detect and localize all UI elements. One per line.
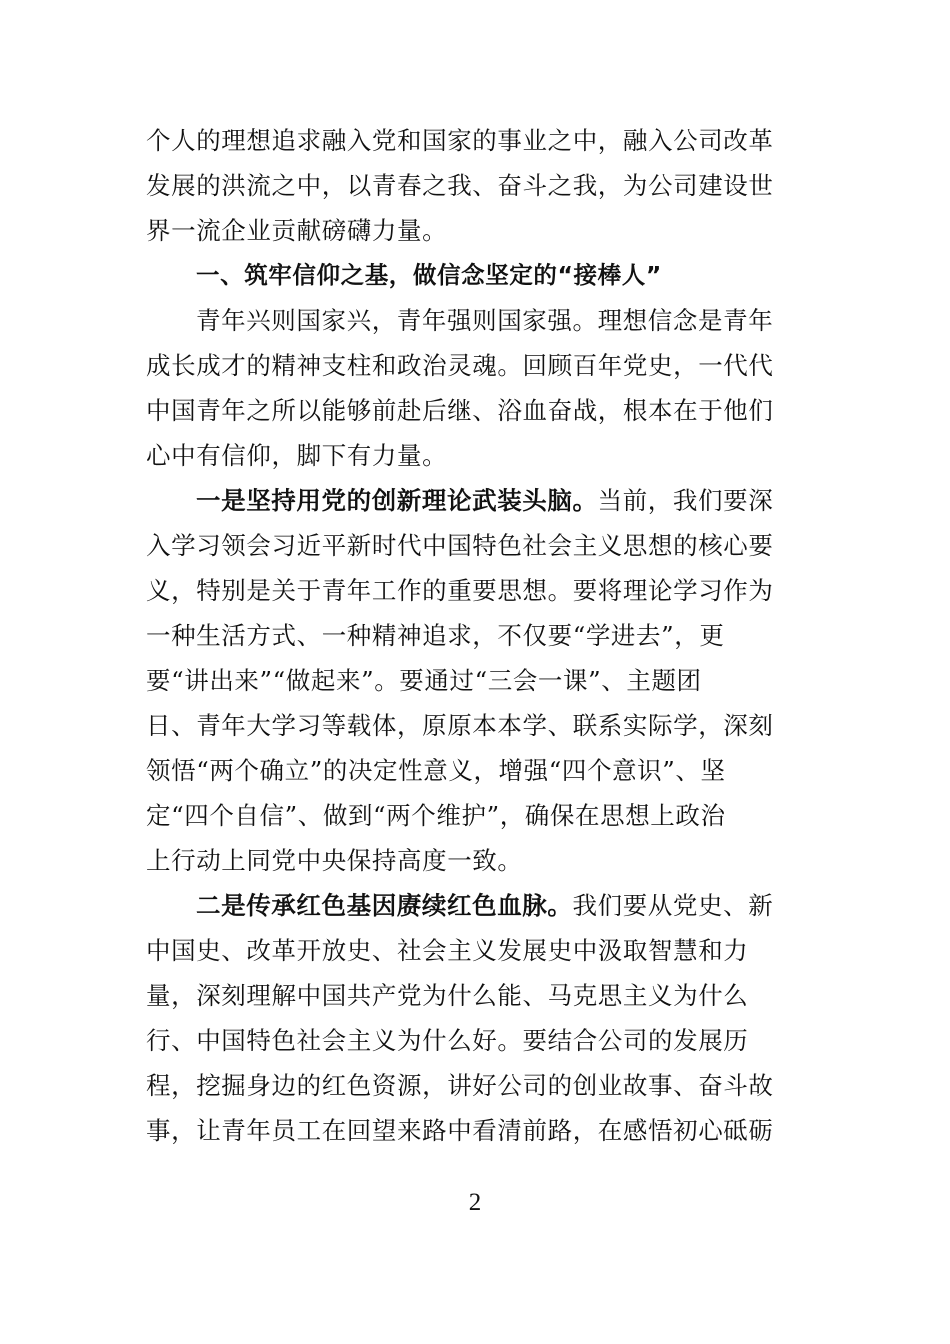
body-line: 心中有信仰，脚下有力量。	[146, 441, 448, 470]
body-line: 要“讲出来”“做起来”。要通过“三会一课”、主题团	[146, 666, 702, 695]
body-line: 个人的理想追求融入党和国家的事业之中，融入公司改革	[146, 126, 774, 155]
body-line: 青年兴则国家兴，青年强则国家强。理想信念是青年	[196, 306, 774, 335]
page-number: 2	[468, 1189, 482, 1216]
body-line: 义，特别是关于青年工作的重要思想。要将理论学习作为	[146, 576, 774, 605]
body-line: 界一流企业贡献磅礴力量。	[146, 216, 448, 245]
body-line: 发展的洪流之中，以青春之我、奋斗之我，为公司建设世	[146, 171, 774, 200]
body-line: 中国史、改革开放史、社会主义发展史中汲取智慧和力	[146, 936, 749, 965]
point-lead: 二是传承红色基因赓续红色血脉。	[196, 891, 573, 920]
body-line: 程，挖掘身边的红色资源，讲好公司的创业故事、奋斗故	[146, 1071, 774, 1100]
body-line: 中国青年之所以能够前赴后继、浴血奋战，根本在于他们	[146, 396, 774, 425]
body-line: 行、中国特色社会主义为什么好。要结合公司的发展历	[146, 1026, 749, 1055]
body-line: 上行动上同党中央保持高度一致。	[146, 846, 523, 875]
document-body	[146, 118, 786, 1153]
body-line: 事，让青年员工在回望来路中看清前路，在感悟初心砥砺	[146, 1116, 774, 1145]
point-lead: 一是坚持用党的创新理论武装头脑。	[196, 486, 598, 515]
body-line: 定“四个自信”、做到“两个维护”，确保在思想上政治	[146, 801, 726, 830]
section-heading: 一、筑牢信仰之基，做信念坚定的“接棒人”	[196, 261, 662, 289]
body-line	[146, 478, 786, 523]
body-line: 日、青年大学习等载体，原原本本学、联系实际学，深刻	[146, 711, 774, 740]
body-line: 成长成才的精神支柱和政治灵魂。回顾百年党史，一代代	[146, 351, 774, 380]
body-line: 一种生活方式、一种精神追求，不仅要“学进去”，更	[146, 621, 725, 650]
body-line: 入学习领会习近平新时代中国特色社会主义思想的核心要	[146, 531, 774, 560]
body-line: 领悟“两个确立”的决定性意义，增强“四个意识”、坚	[146, 756, 726, 785]
point-text: 我们要从党史、新	[572, 891, 774, 920]
point-text: 当前，我们要深	[597, 486, 774, 515]
body-line	[146, 883, 786, 928]
body-line: 量，深刻理解中国共产党为什么能、马克思主义为什么	[146, 981, 749, 1010]
